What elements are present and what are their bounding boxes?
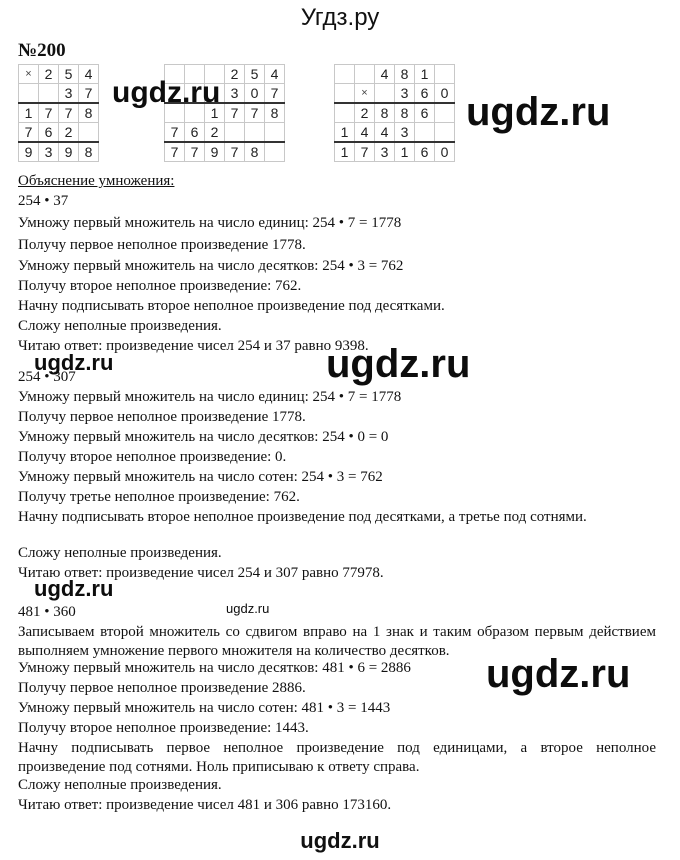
grid-row	[165, 142, 285, 162]
grid-cell: 7	[39, 103, 59, 123]
grid-row	[19, 65, 99, 84]
site-footer: ugdz.ru	[300, 828, 380, 853]
explanation-heading: Объяснение умножения:	[18, 173, 175, 189]
text-line: Читаю ответ: произведение чисел 481 и 306 равно 173160.	[18, 797, 392, 813]
grid-cell: 3	[59, 84, 79, 104]
grid-cell: 7	[165, 123, 185, 143]
grid-cell: 0	[435, 142, 455, 162]
watermark: ugdz.ru	[486, 652, 631, 696]
grid-cell: 4	[375, 123, 395, 143]
grid-cell: ×	[19, 65, 39, 84]
text-line: Умножу первый множитель на число десятков: 481 • 6 = 2886	[18, 660, 411, 676]
grid-cell: 2	[39, 65, 59, 84]
grid-cell	[435, 103, 455, 123]
text-line: Умножу первый множитель на число десятков: 254 • 3 = 762	[18, 258, 404, 274]
text-line: Умножу первый множитель на число единиц: 254 • 7 = 1778	[18, 215, 402, 231]
expression: 254 • 37	[18, 193, 69, 209]
watermark: ugdz.ru	[112, 76, 221, 109]
grid-cell: 7	[165, 142, 185, 162]
grid-cell: 7	[355, 142, 375, 162]
text-line: Умножу первый множитель на число сотен: 481 • 3 = 1443	[18, 700, 391, 716]
multiplication-grid-3	[334, 64, 455, 162]
grid-cell: 5	[245, 65, 265, 84]
expression: 481 • 360	[18, 604, 76, 620]
grid-cell: 0	[245, 84, 265, 104]
grid-cell: 4	[375, 65, 395, 84]
grid-row	[165, 123, 285, 143]
grid-row	[335, 65, 455, 84]
grid-cell	[415, 123, 435, 143]
grid-cell: ×	[355, 84, 375, 104]
grid-cell: 1	[205, 103, 225, 123]
grid-cell: 7	[245, 103, 265, 123]
grid-cell: 9	[59, 142, 79, 162]
grid-row	[335, 123, 455, 143]
watermark: ugdz.ru	[226, 601, 270, 616]
grid-cell: 8	[245, 142, 265, 162]
watermark: ugdz.ru	[34, 350, 114, 375]
grid-cell: 9	[205, 142, 225, 162]
grid-cell	[335, 84, 355, 104]
task-number: №200	[18, 40, 66, 61]
expression: 254 • 307	[18, 369, 76, 385]
grid-cell: 7	[185, 142, 205, 162]
text-paragraph: Начну подписывать второе неполное произведение под десятками, а третье под сотнями.	[18, 509, 587, 525]
grid-cell: 6	[415, 84, 435, 104]
grid-cell	[355, 65, 375, 84]
grid-cell: 7	[225, 103, 245, 123]
text-line: Получу первое неполное произведение 1778.	[18, 409, 306, 425]
grid-cell	[265, 142, 285, 162]
grid-cell: 4	[355, 123, 375, 143]
grid-row	[335, 142, 455, 162]
text-line: Получу второе неполное произведение: 1443.	[18, 720, 309, 736]
grid-cell	[435, 65, 455, 84]
grid-cell: 0	[435, 84, 455, 104]
grid-cell	[265, 123, 285, 143]
grid-cell	[375, 84, 395, 104]
grid-row	[19, 123, 99, 143]
grid-cell: 2	[205, 123, 225, 143]
grid-cell: 7	[265, 84, 285, 104]
grid-cell: 2	[59, 123, 79, 143]
grid-cell: 8	[375, 103, 395, 123]
text-line: Сложу неполные произведения.	[18, 545, 222, 561]
grid-row	[335, 84, 455, 104]
grid-cell: 4	[79, 65, 99, 84]
grid-cell: 4	[265, 65, 285, 84]
text-line: Умножу первый множитель на число единиц: 254 • 7 = 1778	[18, 389, 402, 405]
text-line: Получу первое неполное произведение 2886.	[18, 680, 306, 696]
grid-cell: 6	[39, 123, 59, 143]
site-title: Угдз.ру	[300, 4, 380, 31]
grid-cell: 3	[395, 123, 415, 143]
grid-cell	[19, 84, 39, 104]
grid-cell	[335, 103, 355, 123]
grid-cell: 6	[415, 142, 435, 162]
text-line: Получу третье неполное произведение: 762.	[18, 489, 300, 505]
grid-row	[335, 103, 455, 123]
watermark: ugdz.ru	[34, 576, 114, 601]
grid-cell	[435, 123, 455, 143]
grid-cell: 2	[355, 103, 375, 123]
grid-cell	[39, 84, 59, 104]
grid-cell: 3	[395, 84, 415, 104]
grid-cell: 5	[59, 65, 79, 84]
grid-cell	[79, 123, 99, 143]
grid-cell: 7	[225, 142, 245, 162]
grid-cell: 9	[19, 142, 39, 162]
grid-cell: 1	[335, 142, 355, 162]
grid-cell: 8	[79, 103, 99, 123]
grid-cell: 8	[265, 103, 285, 123]
multiplication-grid-1	[18, 64, 99, 162]
grid-cell: 8	[395, 103, 415, 123]
text-line: Получу второе неполное произведение: 0.	[18, 449, 287, 465]
text-line: Сложу неполные произведения.	[18, 318, 222, 334]
grid-row	[19, 84, 99, 104]
text-paragraph: Записываем второй множитель со сдвигом вправо на 1 знак и таким образом первым действием выполняем умножение первого множителя на количество десятков.	[18, 624, 656, 659]
text-line: Читаю ответ: произведение чисел 254 и 37 равно 9398.	[18, 338, 369, 354]
text-line: Получу второе неполное произведение: 762.	[18, 278, 302, 294]
watermark: ugdz.ru	[466, 90, 611, 134]
grid-row	[19, 103, 99, 123]
grid-cell: 2	[225, 65, 245, 84]
grid-cell: 3	[225, 84, 245, 104]
grid-cell	[335, 65, 355, 84]
grid-cell	[245, 123, 265, 143]
grid-cell: 7	[79, 84, 99, 104]
text-line: Умножу первый множитель на число десятков: 254 • 0 = 0	[18, 429, 389, 445]
grid-cell: 1	[335, 123, 355, 143]
grid-cell: 6	[415, 103, 435, 123]
grid-cell: 7	[59, 103, 79, 123]
text-line: Читаю ответ: произведение чисел 254 и 307 равно 77978.	[18, 565, 384, 581]
grid-cell: 8	[395, 65, 415, 84]
grid-cell: 7	[19, 123, 39, 143]
grid-cell	[225, 123, 245, 143]
grid-cell: 6	[185, 123, 205, 143]
text-line: Сложу неполные произведения.	[18, 777, 222, 793]
watermark: ugdz.ru	[326, 342, 471, 386]
grid-cell: 1	[19, 103, 39, 123]
text-paragraph: Начну подписывать первое неполное произведение под единицами, а второе неполное произведение под сотнями. Ноль приписываю к ответу справа.	[18, 740, 656, 775]
grid-cell: 3	[39, 142, 59, 162]
text-line: Получу первое неполное произведение 1778.	[18, 237, 306, 253]
text-line: Умножу первый множитель на число сотен: 254 • 3 = 762	[18, 469, 383, 485]
grid-cell: 1	[395, 142, 415, 162]
text-line: Начну подписывать второе неполное произведение под десятками.	[18, 298, 445, 314]
grid-cell: 8	[79, 142, 99, 162]
grid-row	[19, 142, 99, 162]
grid-cell: 1	[415, 65, 435, 84]
grid-cell: 3	[375, 142, 395, 162]
